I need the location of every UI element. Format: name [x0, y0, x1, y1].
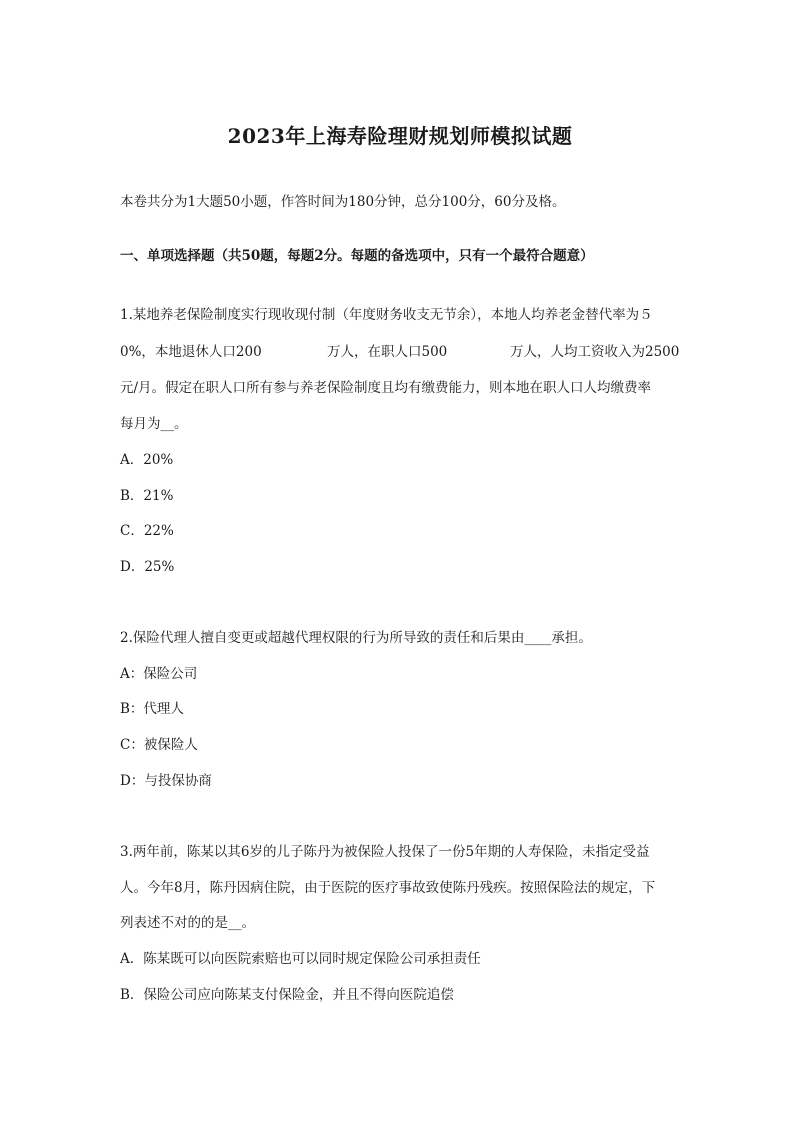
document-title: 2023年上海寿险理财规划师模拟试题: [227, 124, 573, 148]
question-1-line-2-part-1: 0%，本地退休人口200: [120, 344, 262, 360]
question-3-option-b: B．保险公司应向陈某支付保险金，并且不得向医院追偿: [120, 987, 454, 1003]
question-1-line-4: 每月为__。: [120, 416, 188, 432]
section-heading: 一、单项选择题（共50题，每题2分。每题的备选项中，只有一个最符合题意）: [120, 248, 594, 264]
question-1-option-a: A．20%: [120, 452, 174, 468]
exam-instructions: 本卷共分为1大题50小题，作答时间为180分钟，总分100分，60分及格。: [120, 194, 566, 210]
question-1-option-b: B．21%: [120, 488, 174, 504]
question-3-line-1: 3.两年前，陈某以其6岁的儿子陈丹为被保险人投保了一份5年期的人寿保险，未指定受益: [120, 844, 650, 860]
question-1-option-c: C．22%: [120, 523, 174, 539]
question-2-option-b: B：代理人: [120, 701, 184, 717]
question-1-line-2-part-2: 万人，在职人口500: [327, 344, 448, 360]
question-1-line-1: 1.某地养老保险制度实行现收现付制（年度财务收支无节余），本地人均养老金替代率为５: [120, 307, 653, 323]
question-1-line-3: 元/月。假定在职人口所有参与养老保险制度且均有缴费能力，则本地在职人口人均缴费率: [120, 380, 652, 396]
question-3-line-3: 列表述不对的的是__。: [120, 915, 255, 931]
question-2-stem: 2.保险代理人擅自变更或超越代理权限的行为所导致的责任和后果由____承担。: [120, 630, 592, 646]
question-2-option-c: C：被保险人: [120, 737, 198, 753]
question-3-option-a: A．陈某既可以向医院索赔也可以同时规定保险公司承担责任: [120, 951, 481, 967]
question-1-option-d: D．25%: [120, 559, 175, 575]
question-2-option-d: D：与投保协商: [120, 773, 212, 789]
question-3-line-2: 人。今年8月，陈丹因病住院，由于医院的医疗事故致使陈丹残疾。按照保险法的规定，下: [120, 880, 656, 896]
question-1-line-2-part-3: 万人，人均工资收入为2500: [510, 344, 680, 360]
question-2-option-a: A：保险公司: [120, 666, 198, 682]
